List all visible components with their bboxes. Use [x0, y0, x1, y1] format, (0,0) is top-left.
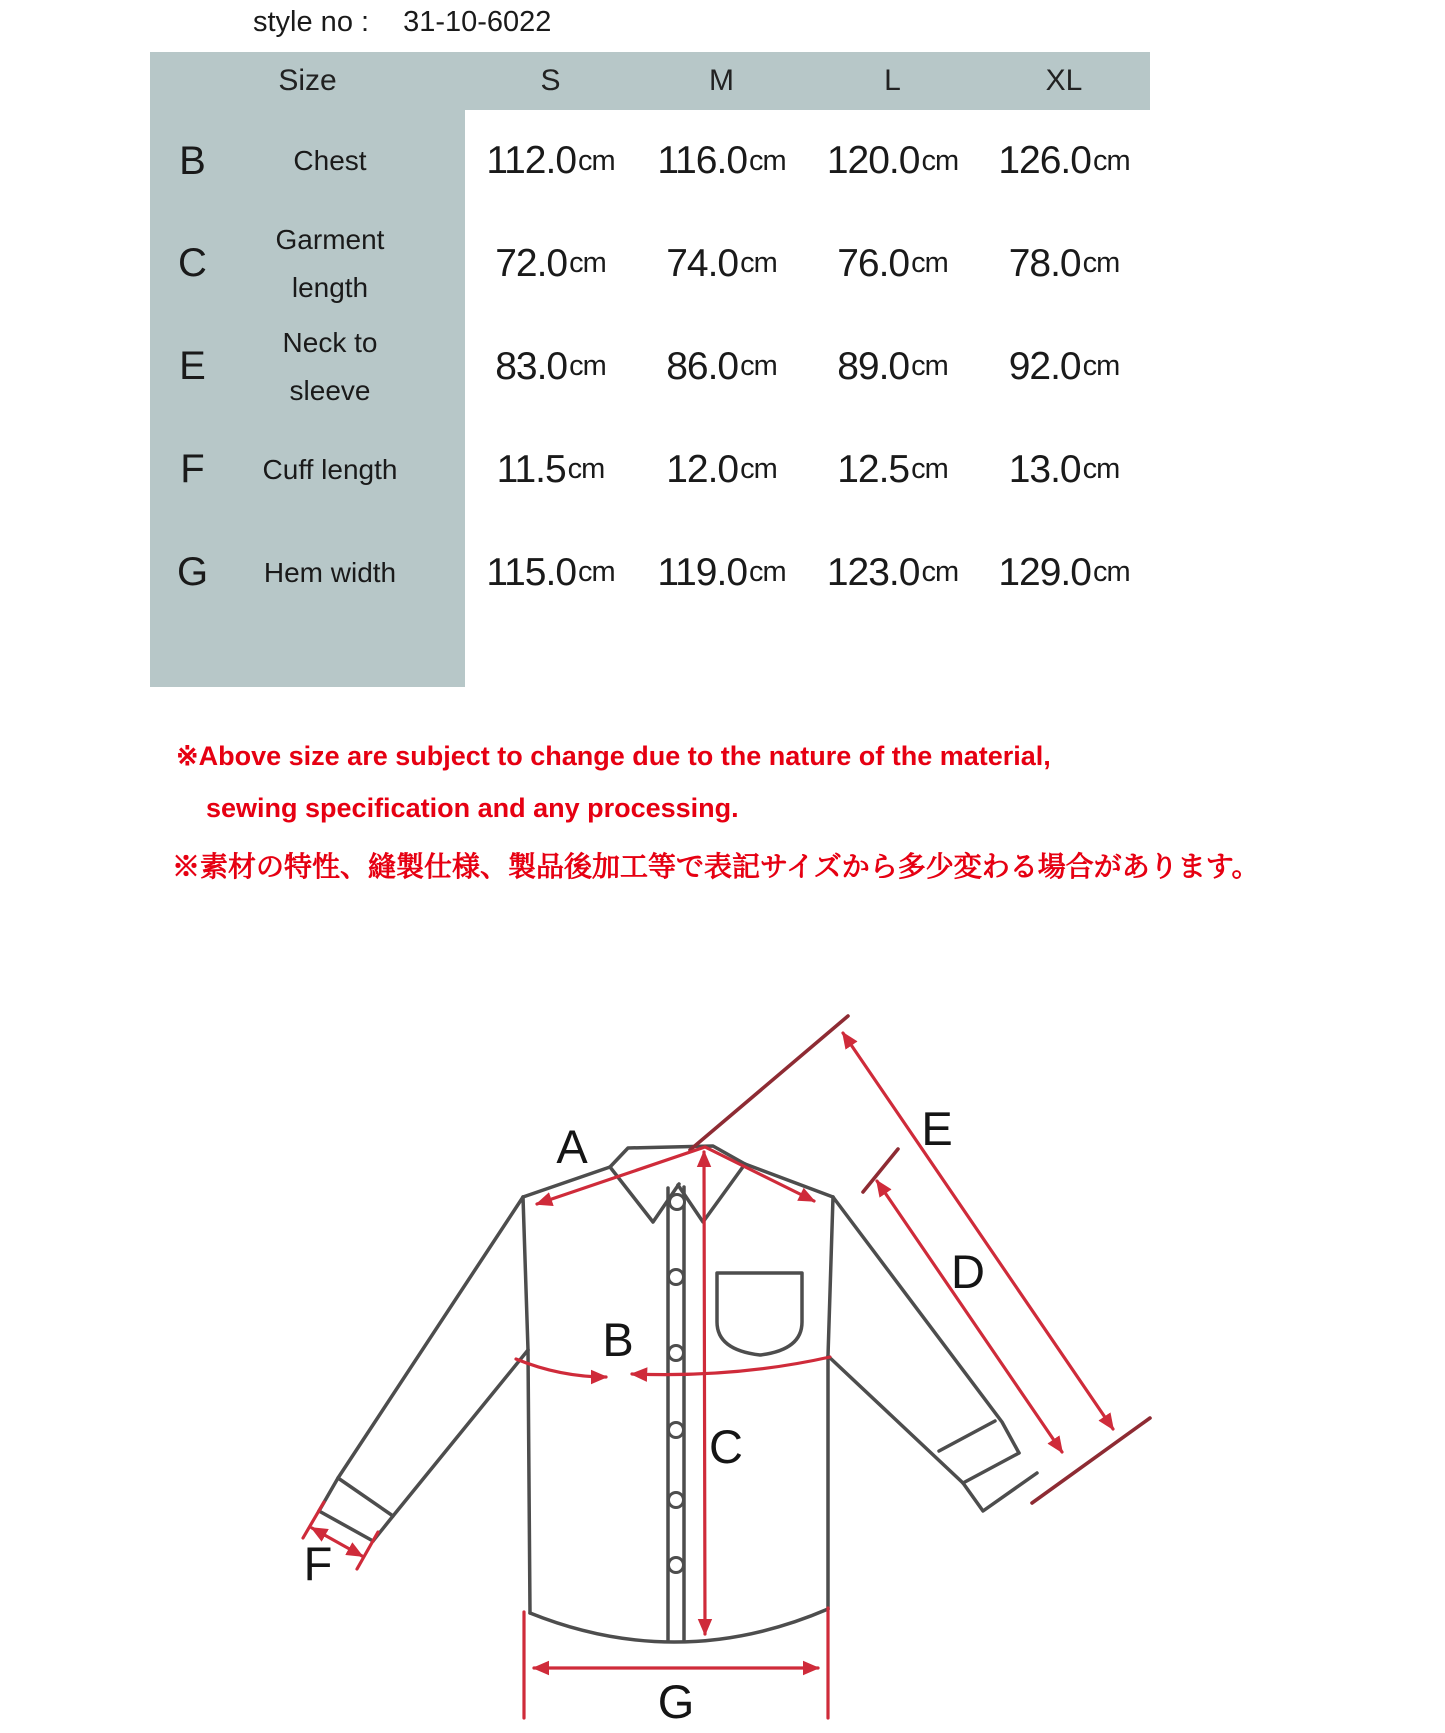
measure-label-e: E [921, 1102, 953, 1155]
size-value: 89.0 cm [807, 315, 978, 418]
size-value: 116.0 cm [636, 110, 807, 212]
size-value: 12.0 cm [636, 418, 807, 521]
measure-label-g: G [657, 1675, 695, 1728]
measure-label-d: D [951, 1245, 985, 1298]
size-value: 92.0 cm [978, 315, 1150, 418]
measure-letter: E [150, 315, 235, 418]
column-header-l: L [807, 52, 978, 110]
measure-letter: B [150, 110, 235, 212]
size-value: 12.5 cm [807, 418, 978, 521]
column-header-xl: XL [978, 52, 1150, 110]
size-value: 78.0 cm [978, 212, 1150, 315]
style-no-value: 31-10-6022 [403, 6, 552, 38]
note-japanese: ※素材の特性、縫製仕様、製品後加工等で表記サイズから多少変わる場合があります。 [172, 851, 1260, 882]
measure-arrow-b-right [632, 1357, 830, 1375]
measure-label-b: B [602, 1313, 634, 1366]
column-header-m: M [636, 52, 807, 110]
measure-arrow-c [704, 1152, 705, 1634]
size-value: 86.0 cm [636, 315, 807, 418]
size-value: 126.0 cm [978, 110, 1150, 212]
size-value: 83.0 cm [465, 315, 636, 418]
size-value: 119.0 cm [636, 521, 807, 624]
neck-extension-line [690, 1016, 848, 1150]
size-value: 72.0 cm [465, 212, 636, 315]
measure-name-text: Cuff length [262, 453, 398, 485]
size-value: 76.0 cm [807, 212, 978, 315]
size-value: 123.0 cm [807, 521, 978, 624]
measure-name-text: Hem width [263, 556, 397, 588]
measure-letter: C [150, 212, 235, 315]
measure-arrow-d [877, 1181, 1062, 1452]
column-header-size: Size [150, 52, 465, 110]
button-row [669, 1195, 685, 1573]
measure-letter: F [150, 418, 235, 521]
measure-name-text: Chest [293, 145, 367, 177]
measure-label-f: F [303, 1537, 333, 1590]
size-value: 74.0 cm [636, 212, 807, 315]
size-value: 13.0 cm [978, 418, 1150, 521]
style-no-label: style no : [253, 6, 370, 38]
reference-ticks [690, 1016, 1150, 1503]
size-value: 11.5 cm [465, 418, 636, 521]
note-english-line1: ※Above size are subject to change due to the nature of the material, [176, 741, 1051, 771]
measure-label-c: C [709, 1420, 743, 1473]
measure-arrow-e [843, 1033, 1113, 1429]
column-header-s: S [465, 52, 636, 110]
measure-name-text: Neck to sleeve [282, 326, 378, 406]
shirt-outline [319, 1146, 1037, 1642]
measure-name-text: Garment length [275, 223, 385, 303]
cuff-tick [1032, 1418, 1150, 1503]
chest-pocket [717, 1273, 802, 1355]
size-value: 115.0 cm [465, 521, 636, 624]
size-value: 129.0 cm [978, 521, 1150, 624]
measure-letter: G [150, 521, 235, 624]
size-value: 120.0 cm [807, 110, 978, 212]
measure-label-a: A [556, 1120, 588, 1173]
measure-labels [304, 1102, 985, 1728]
size-value: 112.0 cm [465, 110, 636, 212]
note-english-line2: sewing specification and any processing. [206, 793, 739, 823]
